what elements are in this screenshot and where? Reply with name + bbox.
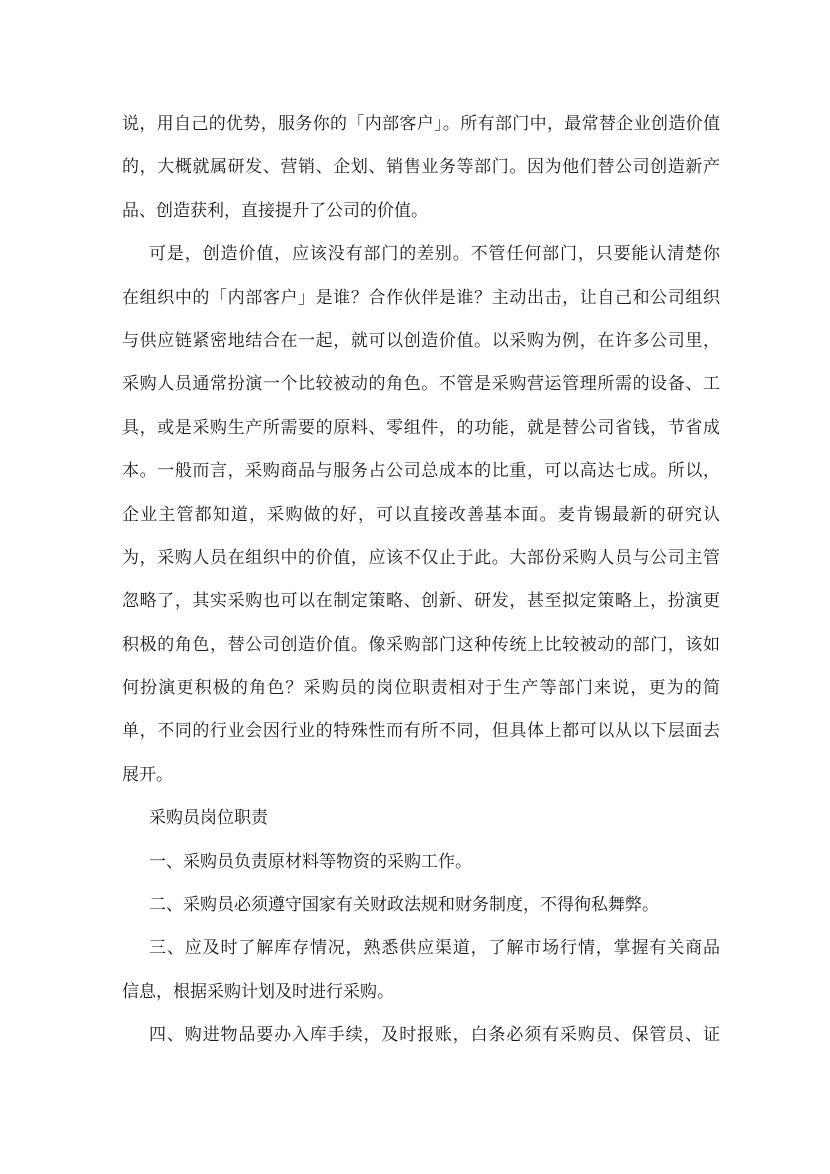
text-line: 何扮演更积极的角色？采购员的岗位职责相对于生产等部门来说，更为的简 <box>122 678 720 699</box>
text-line: 品、创造获利，直接提升了公司的价值。 <box>122 200 428 221</box>
text-line: 与供应链紧密地结合在一起，就可以创造价值。以采购为例，在许多公司里， <box>122 330 720 351</box>
text-line: 采购员岗位职责 <box>149 808 268 829</box>
text-line: 采购人员通常扮演一个比较被动的角色。不管是采购营运管理所需的设备、工 <box>122 374 720 395</box>
text-line: 展开。 <box>122 764 173 785</box>
text-line: 一、采购员负责原材料等物资的采购工作。 <box>149 851 472 872</box>
text-line: 企业主管都知道，采购做的好，可以直接改善基本面。麦肯锡最新的研究认 <box>122 504 720 525</box>
document-page <box>122 110 720 1065</box>
text-line: 在组织中的「内部客户」是谁？合作伙伴是谁？主动出击，让自己和公司组织 <box>122 287 720 308</box>
text-line: 的，大概就属研发、营销、企划、销售业务等部门。因为他们替公司创造新产 <box>122 157 720 178</box>
text-line: 积极的角色，替公司创造价值。像采购部门这种传统上比较被动的部门，该如 <box>122 634 720 655</box>
text-line: 单，不同的行业会因行业的特殊性而有所不同，但具体上都可以从以下层面去 <box>122 721 720 742</box>
text-line: 信息，根据采购计划及时进行采购。 <box>122 981 394 1002</box>
text-line: 二、采购员必须遵守国家有关财政法规和财务制度，不得徇私舞弊。 <box>149 895 659 916</box>
text-line: 忽略了，其实采购也可以在制定策略、创新、研发，甚至拟定策略上，扮演更 <box>122 591 720 612</box>
text-line: 本。一般而言，采购商品与服务占公司总成本的比重，可以高达七成。所以， <box>122 461 720 482</box>
text-line: 四、购进物品要办入库手续，及时报账，白条必须有采购员、保管员、证 <box>149 1025 720 1046</box>
text-line: 为，采购人员在组织中的价值，应该不仅止于此。大部份采购人员与公司主管 <box>122 547 720 568</box>
text-line: 三、应及时了解库存情况，熟悉供应渠道，了解市场行情，掌握有关商品 <box>149 938 720 959</box>
text-line: 可是，创造价值，应该没有部门的差别。不管任何部门，只要能认清楚你 <box>149 244 720 265</box>
text-line: 具，或是采购生产所需要的原料、零组件，的功能，就是替公司省钱，节省成 <box>122 417 720 438</box>
text-line: 说，用自己的优势，服务你的「内部客户」。所有部门中，最常替企业创造价值 <box>122 114 720 134</box>
